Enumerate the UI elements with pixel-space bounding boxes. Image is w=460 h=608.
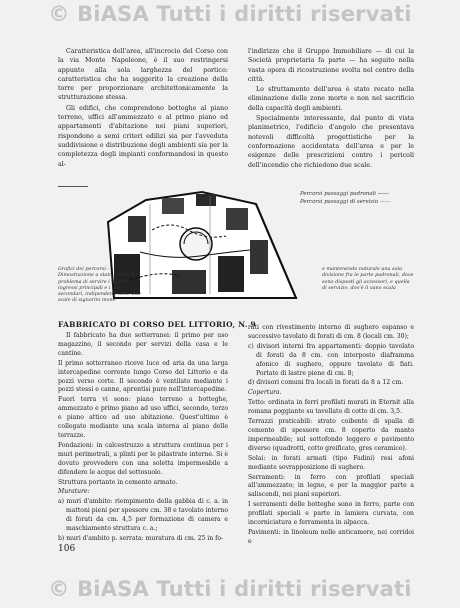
- paragraph: Tetto: ordinata in ferri profilati murati in Eternit alla romana poggiante su tavellato di cotto di cm. 3,5.: [248, 399, 414, 416]
- paragraph: Terrazzi praticabili: strato coibente di spalla di cemento di spessore cm. 8 coperto da manto impermeabile; sul sottofondo leggero e pavimento diverso (quadrotti, cotto greificato, gres ceramico).: [248, 418, 414, 452]
- intro-column-left: [58, 47, 228, 170]
- paragraph: Gli edifici, che comprendono botteghe al piano terreno, uffici all'ammezzato e al primo piano ed appartamenti d'abitazione nei piani superiori, rispondono a semi criteri edilizi sia per l'avveduta suddivisione e distribuzione degli ambienti sia per la completezza degli impianti conformandosi in questo al-: [58, 104, 228, 168]
- body-column-left: [58, 332, 228, 545]
- list-item: d) divisori comuni fra locali in forati da 8 a 12 cm.: [248, 379, 404, 387]
- body-column-right: [248, 324, 414, 548]
- watermark-top: © BiASA Tutti i diritti riservati: [48, 2, 412, 26]
- paragraph: Il primo sotterraneo riceve luce ed aria da una larga intercapedine corrente lungo Corso del Littorio e da pozzi verso corte. Il secondo è ventilato mediante i pozzi stessi e canne, aprentisi pure nell'intercapedine.: [58, 359, 228, 394]
- paragraph: Specialmente interessante, dal punto di vista planimetrico, l'edificio d'angolo che presentava notevoli difficoltà progettistiche per la conformazione accidentata dell'area e per le esigenze delle prescrizioni contro i pericoli dell'incendio che richiedono due scale.: [248, 115, 414, 169]
- paragraph: Fondazioni: in calcestruzzo a struttura continua per i muri perimetrali, a plinti per le pilastrate interne. Si è dovuto provvedere con una soletta impermeabile a difendere le acque del sottosuolo.: [58, 441, 228, 476]
- intro-column-right: [248, 47, 414, 171]
- subheading: Murature:: [58, 488, 90, 496]
- paragraph: Fuori terra vi sono: piano terreno a botteghe, ammezzato e primo piano ad uso uffici, secondo, terzo e piano attico ad uso abitazione. Quest'ultimo è collegato mediante una scala interna al piano delle terrazze.: [58, 396, 228, 439]
- paragraph: Pavimenti: in linoleum nelle anticamere, nei corridoi e: [248, 528, 414, 545]
- legend-entry-padronali: Percorsi passaggi padronali ------: [300, 191, 389, 197]
- paragraph: Il fabbricato ha due sotterranei: il primo per uso magazzino, il secondo per servizi della casa e le cantine.: [58, 332, 228, 357]
- paragraph: Caratteristica dell'area, all'incrocio del Corso con la via Monte Napoleone, è il suo restringersi appunto alla sola larghezza del portico: caratteristica che ha suggerito la creazione della torre per proporzionare architettonicamente la strutturazione stessa.: [58, 48, 228, 102]
- paragraph: I serramenti delle botteghe sono in ferro, parte con profilati speciali e parte in lamiera curvata, con incorniciatura e ferramenta in alpacca.: [248, 501, 414, 527]
- legend-entry-servizio: Percorsi passaggi di servizio ——: [300, 199, 391, 205]
- paragraph: Lo sfruttamento dell'area è stato recato nella eliminazione delle zone morte e non nel sacrificio della capacità degli ambienti.: [248, 86, 414, 112]
- list-item: a) muri d'ambito: riempimento della gabbia di c. a. in mattoni pieni per spessore cm. 38 e tavolato interno di forati da cm. 4,5 per formazione di camera e maschiamento struttura c. a.;: [58, 498, 228, 533]
- paragraph: Struttura portante in cemento armato.: [58, 478, 178, 486]
- paragraph: l'indirizzo che il Gruppo Immobiliare — di cui la Società proprietaria fa parte — ha seguito nella vasta opera di ricostruzione svolta nel centro della città.: [248, 48, 414, 83]
- list-item: c) divisori interni fra appartamenti: doppio tavolato di forati da 8 cm. con interposto diaframma afonico di sughero, oppure tavolato di fiati. Portate di lastre piene di cm. 8;: [248, 342, 414, 377]
- plan-caption-left: Grafici dei percorsi - Dimostrazione a stato risolto il problema di servire i quattro ingressi principali e i due secondari, indipendenti delle due scale di signorini mone: [58, 266, 141, 304]
- paragraph: Serramenti: in ferro con profilati speciali all'ammezzato; in legno, e per la maggior parte a saliscendi, nei piani superiori.: [248, 473, 414, 499]
- separator-rule: [58, 186, 88, 187]
- list-item: b) muri d'ambito p. serrata: muratura di cm. 25 in fo-: [58, 534, 224, 542]
- plan-caption-right: e mantenendo naturale una sola divisione fra le parte padronali, dove sono disposti gli accessori, e quella di servizio, dov'è il vano scala: [322, 266, 414, 291]
- subheading: Copertura.: [248, 389, 282, 397]
- paragraph: rati con rivestimento interno di sughero espanso e successivo tavolato di forati di cm. 8 (locali cm. 30);: [248, 324, 414, 340]
- plan-legend: [300, 190, 390, 206]
- section-heading: FABBRICATO DI CORSO DEL LITTORIO, N. 9: [58, 320, 256, 329]
- watermark-bottom: © BiASA Tutti i diritti riservati: [48, 577, 412, 601]
- paragraph: Solai: in forati armati (tipo Fadini) resi afoni mediante sovrapposizione di sughero.: [248, 454, 414, 471]
- page-number: 106: [58, 544, 76, 554]
